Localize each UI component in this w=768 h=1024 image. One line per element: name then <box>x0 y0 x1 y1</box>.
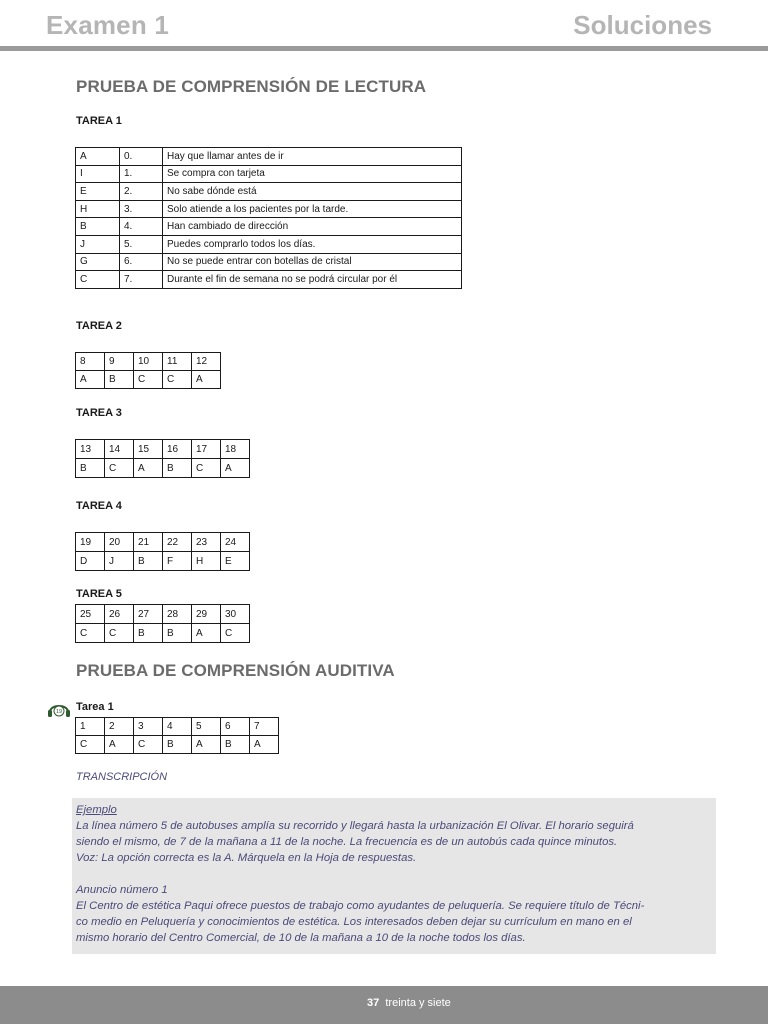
question-number-cell: 26 <box>105 605 134 624</box>
table-row <box>76 148 462 166</box>
table-row <box>76 218 462 236</box>
table-cell: 5. <box>120 235 163 253</box>
answer-cell: A <box>105 736 134 754</box>
answer-cell: A <box>250 736 279 754</box>
answer-cell: C <box>192 459 221 478</box>
page-header <box>0 0 768 52</box>
answer-cell: B <box>163 736 192 754</box>
question-number-cell: 12 <box>192 353 221 371</box>
example-line: Voz: La opción correcta es la A. Márquela en la Hoja de respuestas. <box>76 852 417 864</box>
table-cell: H <box>76 200 120 218</box>
tarea-1-table <box>75 147 462 289</box>
answer-row <box>76 459 250 478</box>
audio-tarea-1-table <box>75 717 279 754</box>
question-number-cell: 23 <box>192 533 221 552</box>
reading-section-title: PRUEBA DE COMPRENSIÓN DE LECTURA <box>76 77 427 96</box>
question-number-cell: 30 <box>221 605 250 624</box>
table-cell: Solo atiende a los pacientes por la tarde. <box>163 200 462 218</box>
tarea-4-label: TAREA 4 <box>76 500 122 512</box>
table-cell: 6. <box>120 253 163 271</box>
answer-cell: B <box>163 624 192 643</box>
question-number-cell: 13 <box>76 440 105 459</box>
table-cell: Hay que llamar antes de ir <box>163 148 462 166</box>
table-row <box>76 183 462 201</box>
tarea-1-label: TAREA 1 <box>76 115 122 127</box>
page-number-words: treinta y siete <box>385 997 451 1009</box>
answer-cell: D <box>76 552 105 571</box>
question-number-cell: 11 <box>163 353 192 371</box>
question-number-cell: 25 <box>76 605 105 624</box>
answer-cell: B <box>134 624 163 643</box>
question-number-row <box>76 718 279 736</box>
answer-cell: B <box>221 736 250 754</box>
example-line: siendo el mismo, de 7 de la mañana a 11 de la noche. La frecuencia es de un autobús cada quince minutos. <box>76 836 618 848</box>
table-cell: No se puede entrar con botellas de cristal <box>163 253 462 271</box>
example-heading: Ejemplo <box>76 804 117 816</box>
answer-cell: A <box>192 371 221 389</box>
announcement-line: El Centro de estética Paqui ofrece puestos de trabajo como ayudantes de peluquería. Se requiere título de Técni- <box>76 900 645 912</box>
answer-cell: C <box>163 371 192 389</box>
question-number-cell: 8 <box>76 353 105 371</box>
question-number-row <box>76 440 250 459</box>
answer-cell: C <box>134 371 163 389</box>
tarea-2-table <box>75 352 221 389</box>
table-row <box>76 165 462 183</box>
answer-cell: C <box>105 459 134 478</box>
page-number-digits: 37 <box>367 997 380 1009</box>
question-number-cell: 22 <box>163 533 192 552</box>
table-cell: 4. <box>120 218 163 236</box>
table-cell: I <box>76 165 120 183</box>
tarea-3-label: TAREA 3 <box>76 407 122 419</box>
question-number-cell: 9 <box>105 353 134 371</box>
question-number-cell: 15 <box>134 440 163 459</box>
answer-row <box>76 736 279 754</box>
answer-cell: A <box>76 371 105 389</box>
table-row <box>76 271 462 289</box>
answer-cell: J <box>105 552 134 571</box>
question-number-cell: 21 <box>134 533 163 552</box>
question-number-cell: 1 <box>76 718 105 736</box>
table-cell: G <box>76 253 120 271</box>
answer-row <box>76 624 250 643</box>
tarea-5-label: TAREA 5 <box>76 588 122 600</box>
question-number-cell: 4 <box>163 718 192 736</box>
listening-section-title: PRUEBA DE COMPRENSIÓN AUDITIVA <box>76 661 395 680</box>
transcription-label: TRANSCRIPCIÓN <box>76 771 168 783</box>
answer-cell: B <box>105 371 134 389</box>
tarea-4-table <box>75 532 250 571</box>
table-cell: No sabe dónde está <box>163 183 462 201</box>
table-row <box>76 235 462 253</box>
answer-cell: A <box>134 459 163 478</box>
question-number-cell: 29 <box>192 605 221 624</box>
page-footer <box>0 986 768 1024</box>
answer-cell: B <box>134 552 163 571</box>
tarea-3-table <box>75 439 250 478</box>
answer-row <box>76 371 221 389</box>
example-paragraph <box>76 802 716 866</box>
table-cell: 2. <box>120 183 163 201</box>
answer-cell: H <box>192 552 221 571</box>
answer-cell: C <box>105 624 134 643</box>
exam-title: Examen 1 <box>46 10 170 40</box>
table-cell: C <box>76 271 120 289</box>
answer-cell: F <box>163 552 192 571</box>
question-number-row <box>76 353 221 371</box>
answer-cell: A <box>192 736 221 754</box>
question-number-cell: 19 <box>76 533 105 552</box>
table-cell: 0. <box>120 148 163 166</box>
headphones-icon <box>47 700 71 718</box>
table-cell: Se compra con tarjeta <box>163 165 462 183</box>
question-number-cell: 6 <box>221 718 250 736</box>
tarea-5-table <box>75 604 250 643</box>
question-number-cell: 5 <box>192 718 221 736</box>
question-number-cell: 16 <box>163 440 192 459</box>
solutions-title: Soluciones <box>573 10 712 40</box>
table-cell: 7. <box>120 271 163 289</box>
table-cell: E <box>76 183 120 201</box>
table-cell: J <box>76 235 120 253</box>
question-number-cell: 2 <box>105 718 134 736</box>
track-number: 19 <box>55 709 63 716</box>
question-number-row <box>76 533 250 552</box>
question-number-cell: 28 <box>163 605 192 624</box>
question-number-cell: 20 <box>105 533 134 552</box>
answer-cell: A <box>221 459 250 478</box>
table-cell: Han cambiado de dirección <box>163 218 462 236</box>
announcement-line: co medio en Peluquería y conocimientos de estética. Los interesados deben dejar su currículum en mano en el <box>76 916 632 928</box>
answer-cell: C <box>76 736 105 754</box>
question-number-cell: 10 <box>134 353 163 371</box>
question-number-cell: 17 <box>192 440 221 459</box>
question-number-cell: 27 <box>134 605 163 624</box>
answer-cell: C <box>134 736 163 754</box>
table-cell: B <box>76 218 120 236</box>
answer-cell: B <box>76 459 105 478</box>
question-number-cell: 3 <box>134 718 163 736</box>
example-line: La línea número 5 de autobuses amplía su recorrido y llegará hasta la urbanización El Olivar. El horario seguirá <box>76 820 634 832</box>
table-row <box>76 200 462 218</box>
announcement-line: mismo horario del Centro Comercial, de 10 de la mañana a 10 de la noche todos los días. <box>76 932 526 944</box>
tarea-2-label: TAREA 2 <box>76 320 122 332</box>
answer-cell: C <box>76 624 105 643</box>
answer-row <box>76 552 250 571</box>
header-rule <box>0 46 768 51</box>
table-cell: Puedes comprarlo todos los días. <box>163 235 462 253</box>
announcement-heading: Anuncio número 1 <box>76 884 168 896</box>
question-number-cell: 7 <box>250 718 279 736</box>
table-cell: A <box>76 148 120 166</box>
answer-cell: B <box>163 459 192 478</box>
table-row <box>76 253 462 271</box>
answer-cell: E <box>221 552 250 571</box>
table-cell: 3. <box>120 200 163 218</box>
answer-cell: C <box>221 624 250 643</box>
question-number-cell: 24 <box>221 533 250 552</box>
question-number-cell: 18 <box>221 440 250 459</box>
table-cell: Durante el fin de semana no se podrá circular por él <box>163 271 462 289</box>
question-number-row <box>76 605 250 624</box>
audio-tarea-1-label: Tarea 1 <box>76 701 114 713</box>
transcription-box <box>72 798 716 954</box>
question-number-cell: 14 <box>105 440 134 459</box>
page-number <box>367 997 451 1009</box>
announcement-paragraph <box>76 882 716 946</box>
table-cell: 1. <box>120 165 163 183</box>
answer-cell: A <box>192 624 221 643</box>
